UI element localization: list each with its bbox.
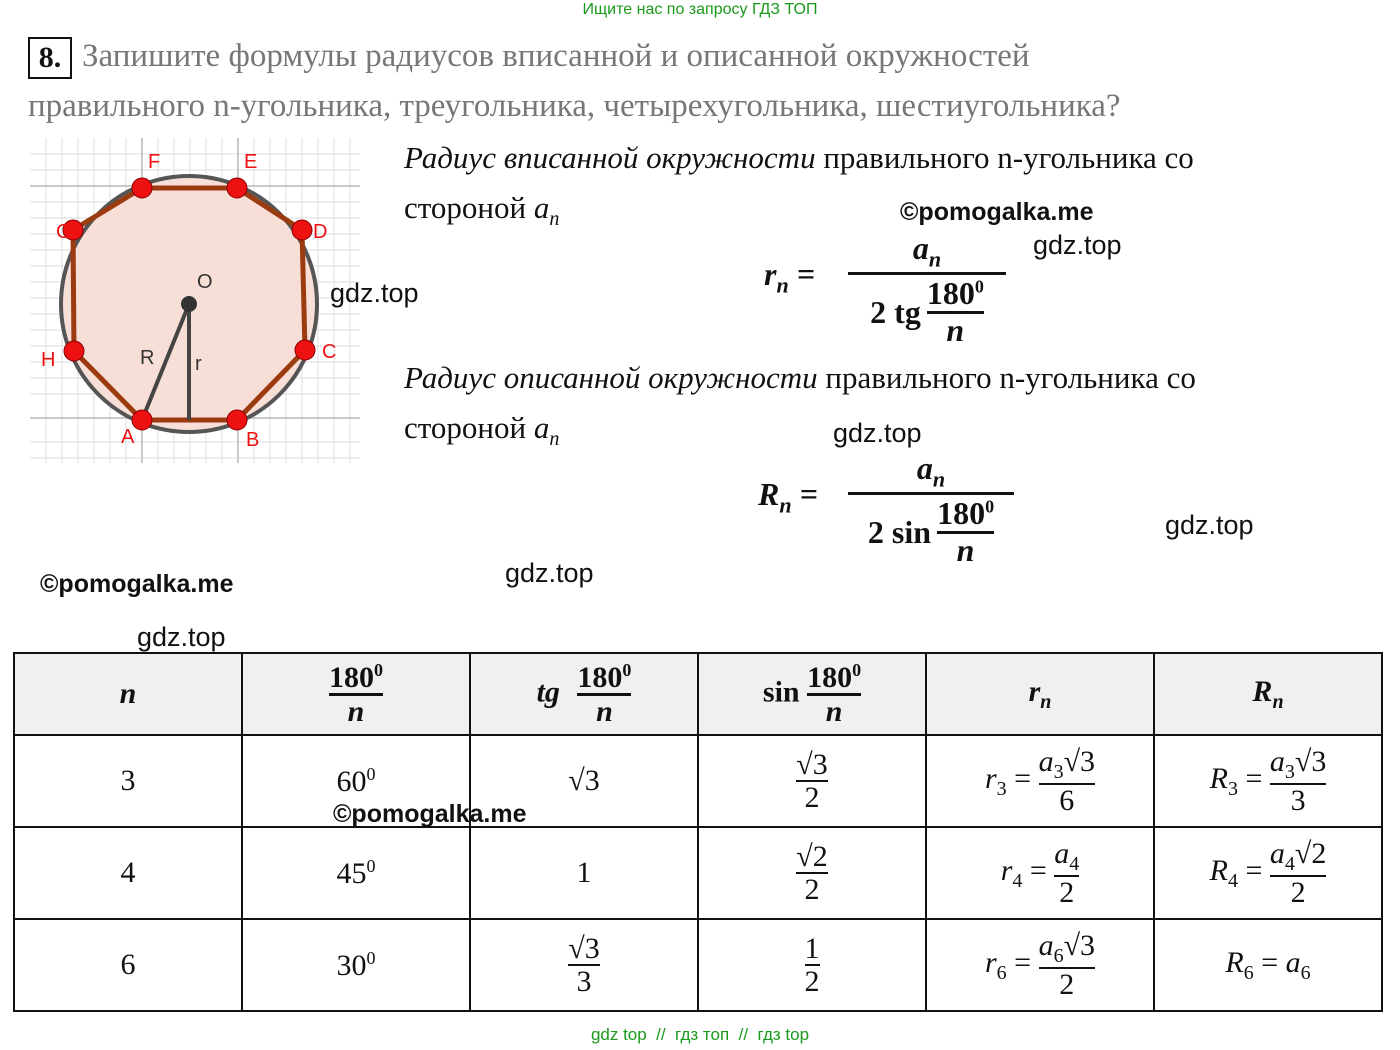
cell-tg: √3 xyxy=(470,735,698,827)
watermark-gdz: gdz.top xyxy=(1033,230,1122,260)
watermark-gdz: gdz.top xyxy=(330,278,419,308)
cell-rn: $r_6$ = $\frac{a_6√3}{2}$ xyxy=(926,919,1154,1011)
label-G: G xyxy=(56,221,72,243)
cell-n: 6 xyxy=(14,919,242,1011)
header-rn: $r_n$ xyxy=(926,653,1154,735)
question-line-1: Запишите формулы радиусов вписанной и описанной окружностей xyxy=(82,38,1030,74)
label-O: O xyxy=(197,271,213,293)
watermark-gdz: gdz.top xyxy=(505,558,594,588)
table-header-row xyxy=(14,653,1382,735)
table-row xyxy=(14,919,1382,1011)
watermark-gdz: gdz.top xyxy=(137,622,226,652)
cell-n: 3 xyxy=(14,735,242,827)
circumscribed-line-1: Радиус описанной окружности правильного n-угольника со xyxy=(404,360,1196,395)
top-banner: Ищите нас по запросу ГДЗ ТОП xyxy=(582,1,818,18)
circumscribed-formula-lhs: $R_n$ = xyxy=(758,476,818,518)
header-tg: tg $\frac{180^0}{n}$ xyxy=(470,653,698,735)
cell-angle: $60^0$ xyxy=(242,735,470,827)
inscribed-formula-fraction: $a_n$ 2 tg $180^0$ n xyxy=(848,230,1006,347)
footer-links[interactable]: gdz top // гдз топ // гдз top xyxy=(590,1025,810,1044)
radius-table xyxy=(13,652,1383,1012)
cell-tg: 1 xyxy=(470,827,698,919)
inscribed-line-2: стороной $a_n$ xyxy=(404,190,560,231)
cell-Rn: $R_6 = a_6$ xyxy=(1154,919,1382,1011)
header-angle: $\frac{180^0}{n}$ xyxy=(242,653,470,735)
question-line-2: правильного n-угольника, треугольника, четырехугольника, шестиугольника? xyxy=(28,88,1121,124)
cell-angle: $30^0$ xyxy=(242,919,470,1011)
cell-rn: $r_4$ = $\frac{a_4}{2}$ xyxy=(926,827,1154,919)
cell-Rn: $R_4$ = $\frac{a_4√2}{2}$ xyxy=(1154,827,1382,919)
label-r: r xyxy=(195,353,202,375)
cell-sin: $\frac{√3}{2}$ xyxy=(698,735,926,827)
cell-sin: $\frac{1}{2}$ xyxy=(698,919,926,1011)
header-n: n xyxy=(14,653,242,735)
label-H: H xyxy=(41,349,56,371)
label-D: D xyxy=(313,221,328,243)
watermark-pomogalka: ©pomogalka.me xyxy=(40,570,234,598)
table-row xyxy=(14,735,1382,827)
label-B: B xyxy=(246,429,260,451)
header-Rn: $R_n$ xyxy=(1154,653,1382,735)
label-F: F xyxy=(148,151,161,173)
label-A: A xyxy=(121,426,135,448)
cell-tg: $\frac{√3}{3}$ xyxy=(470,919,698,1011)
inscribed-formula-lhs: $r_n$ = xyxy=(764,256,815,298)
cell-Rn: $R_3$ = $\frac{a_3√3}{3}$ xyxy=(1154,735,1382,827)
circumscribed-line-2: стороной $a_n$ xyxy=(404,410,560,451)
inscribed-line-1: Радиус вписанной окружности правильного n-угольника со xyxy=(404,140,1194,175)
cell-n: 4 xyxy=(14,827,242,919)
polygon-figure xyxy=(30,138,360,463)
watermark-gdz: gdz.top xyxy=(833,418,922,448)
cell-sin: $\frac{√2}{2}$ xyxy=(698,827,926,919)
label-C: C xyxy=(322,341,337,363)
table-row xyxy=(14,827,1382,919)
circumscribed-formula-fraction: $a_n$ 2 sin $180^0$ n xyxy=(848,450,1014,567)
question-number: 8. xyxy=(28,37,72,79)
watermark-pomogalka: ©pomogalka.me xyxy=(900,198,1094,226)
cell-rn: $r_3$ = $\frac{a_3√3}{6}$ xyxy=(926,735,1154,827)
watermark-gdz: gdz.top xyxy=(1165,510,1254,540)
header-sin: sin $\frac{180^0}{n}$ xyxy=(698,653,926,735)
watermark-pomogalka: ©pomogalka.me xyxy=(333,800,527,828)
cell-angle: $45^0$ xyxy=(242,827,470,919)
label-R: R xyxy=(140,347,155,369)
label-E: E xyxy=(244,151,258,173)
